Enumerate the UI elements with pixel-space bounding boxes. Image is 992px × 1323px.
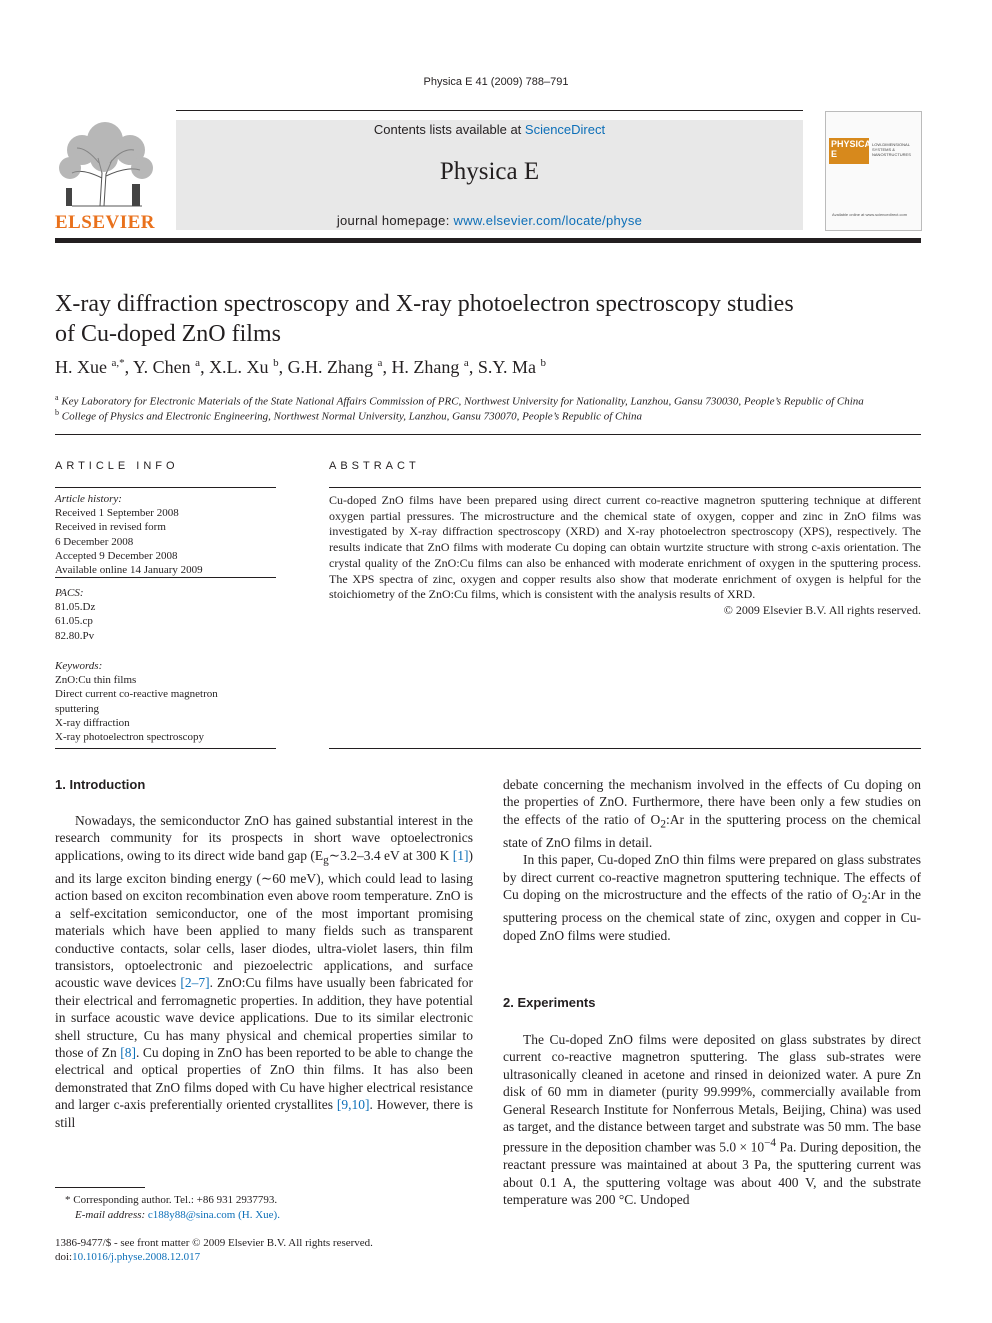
homepage-line [176, 213, 803, 228]
keywords-block [55, 659, 276, 744]
author-name: Y. Chen [132, 357, 191, 377]
article-info-heading: ARTICLE INFO [55, 460, 179, 472]
homepage-prefix: journal homepage: [336, 213, 454, 228]
keywords-label: Keywords: [55, 660, 103, 672]
issn-line: 1386-9477/$ - see front matter © 2009 Elsevier B.V. All rights reserved. [55, 1237, 373, 1249]
elsevier-wordmark: ELSEVIER [54, 212, 156, 233]
abstract-heading: ABSTRACT [329, 460, 420, 472]
journal-name: Physica E [439, 158, 540, 185]
affil-mark: b [55, 408, 59, 417]
elsevier-logo [52, 118, 158, 234]
footnote-rule [55, 1187, 145, 1188]
text-run: ∼3.2–3.4 eV at 300 K [328, 847, 453, 863]
section-1-title: 1. Introduction [55, 777, 146, 792]
author-name: X.L. Xu [209, 357, 269, 377]
elsevier-tree-icon [52, 118, 158, 210]
contents-prefix: Contents lists available at [373, 122, 525, 137]
sciencedirect-link[interactable]: ScienceDirect [524, 122, 606, 137]
affiliation-rule [55, 434, 921, 435]
doi-link[interactable]: 10.1016/j.physe.2008.12.017 [72, 1251, 201, 1263]
author-list: H. Xue $^{a,*}$, Y. Chen $^a$, X.L. Xu $^b$, G.H. Zhang $^a$, H. Zhang $^a$, S.Y. Ma $^b$ [55, 357, 546, 377]
homepage-link[interactable]: www.elsevier.com/locate/physe [453, 213, 643, 228]
author-affil-mark: b [273, 357, 279, 369]
intro-paragraph-2 [503, 851, 921, 944]
experiments-paragraph [503, 1031, 921, 1209]
text-run: . Cu doping in ZnO has been reported to be able to change the electrical and optical properties of ZnO thin films. It has also been demonstrated that ZnO films doped with Cu have higher electrical resistance and larger c-axis preferentially oriented crystallites [55, 1044, 473, 1113]
author-affil-mark: b [540, 357, 546, 369]
text-run: Pa. During deposition, the reactant pressure was maintained at about 3 Pa, the sputtering current was about 0.1 A, the sputtering voltage was about 400 V, and the substrate temperature was 200 °C. Undoped [503, 1139, 921, 1208]
pacs-code: 82.80.Pv [55, 629, 95, 642]
text-run: . ZnO:Cu films have usually been fabricated for their electrical and ferromagnetic properties. In addition, they have potential in surface acoustic wave device applications. Due to its similar electronic shell structure, Cu has many physical and chemical properties similar to those of Zn [55, 975, 474, 1060]
text-run: Nowadays, the semiconductor ZnO has gained substantial interest in the research community for its prospects in short wave optoelectronics applications, owing to its direct wide band gap (E [55, 813, 473, 863]
abstract-copyright: © 2009 Elsevier B.V. All rights reserved. [723, 602, 921, 617]
superscript: −4 [764, 1137, 777, 1150]
right-column-bottom [503, 1031, 921, 1209]
author-affil-mark: a,* [111, 357, 125, 369]
citation-link[interactable]: [2–7] [180, 975, 210, 991]
history-item: 6 December 2008 [55, 535, 134, 548]
left-column [55, 812, 473, 1131]
text-run: The Cu-doped ZnO films were deposited on glass substrates by direct current co-reactive magnetron sputtering. The glass sub-strates were ultrasonically cleaned in acetone and rinsed in deionized water. A pure Zn disk of 60 mm in diameter (purity 99.999%, commercially available from General Research Institute for Nonferrous Metals, Beijing, China) was used as target, and the distance between target and substrate was 50 mm. The base pressure in the deposition chamber was 5.0 × 10 [503, 1032, 921, 1155]
affil-text: College of Physics and Electronic Engineering, Northwest Normal University, Lanzhou, Gansu 730070, People’s Republic of China [61, 410, 642, 423]
author-name: H. Zhang [391, 357, 460, 377]
subscript: 2 [660, 818, 666, 831]
keyword: Direct current co-reactive magnetron [55, 688, 218, 701]
right-column-top [503, 776, 921, 944]
subscript: g [323, 854, 329, 867]
text-run: In this paper, Cu-doped ZnO thin films were prepared on glass substrates by direct current co-reactive magnetron sputtering technique. The effects of Cu doping on the microstructure and the effects of the ratio of O [503, 852, 921, 903]
abstract-body [329, 493, 921, 619]
keyword: X-ray diffraction [55, 716, 130, 729]
article-history [55, 492, 276, 577]
author-name: H. Xue [55, 357, 107, 377]
header-top-rule [176, 110, 803, 111]
abstract-rule [329, 487, 921, 488]
author-name: G.H. Zhang [287, 357, 374, 377]
journal-cover-thumbnail [825, 111, 922, 231]
section-2-title: 2. Experiments [503, 995, 596, 1010]
author-affil-mark: a [195, 357, 201, 369]
affil-text: Key Laboratory for Electronic Materials of the State National Affairs Commission of PRC, Northwest University for Nationality, Lanzhou, Gansu 730030, People’s Republic of China [61, 395, 864, 408]
text-run: debate concerning the mechanism involved in the effects of Cu doping on the properties of ZnO. Furthermore, there have been only a few studies on the effects of the ratio of O [503, 777, 921, 827]
abstract-text: Cu-doped ZnO films have been prepared using direct current co-reactive magnetron sputtering technique at different oxygen partial pressures. The microstructure and the chemical state of oxygen, copper and zinc in ZnO films was investigated by X-ray diffraction spectroscopy (XRD) and X-ray photoelectron spectroscopy (XPS), respectively. The results indicate that ZnO films with moderate Cu doping can obtain wurtzite structure with strong c-axis orientation. The crystal quality of the ZnO:Cu films can also be enhanced with moderate enrichment of oxygen in the sputtering process. The XPS spectra of zinc, oxygen and copper results also show that moderate enrichment of oxygen is helpful for the stoichiometry of the ZnO:Cu films, which is consistent with the analysis results of XRD. [329, 493, 921, 602]
header-thick-rule [55, 238, 921, 243]
pacs-code: 81.05.Dz [55, 601, 96, 614]
affiliation-b [55, 405, 925, 425]
citation-link[interactable]: [8] [120, 1044, 137, 1060]
citation-link[interactable]: [1] [452, 847, 469, 863]
keyword: X-ray photoelectron spectroscopy [55, 731, 205, 744]
journal-banner [176, 120, 803, 230]
subscript: 2 [861, 893, 868, 906]
keyword: ZnO:Cu thin films [55, 674, 137, 687]
pacs-label: PACS: [55, 587, 84, 599]
footnote-email [75, 1208, 475, 1223]
text-run: ) and its large exciton binding energy (∼60 meV), which could lead to lasing action based on exciton recombination even above room temperature. ZnO is a self-excitation semiconductor, one of the most important promising materials which have been applied to many fields such as transparent conductive contacts, solar cells, laser diodes, ultra-violet lasers, thin film transistors, optoelectronic and piezoelectric applications, and surface acoustic wave devices [55, 847, 473, 991]
text-run: :Ar in the sputtering process on the chemical state of ZnO films in detail. [503, 811, 921, 850]
contents-line [176, 122, 803, 137]
pacs-block [55, 586, 276, 643]
cover-note: Available online at www.sciencedirect.com [832, 212, 908, 217]
history-item: Received 1 September 2008 [55, 507, 179, 520]
history-label: Article history: [55, 493, 122, 505]
doi-line [55, 1250, 475, 1265]
title-line-1: X-ray diffraction spectroscopy and X-ray photoelectron spectroscopy studies [55, 291, 794, 317]
history-rule [55, 577, 276, 578]
citation-link[interactable]: [9,10] [336, 1097, 370, 1113]
email-link[interactable]: c188y88@sina.com (H. Xue). [147, 1209, 280, 1221]
cover-title: PHYSICA E [829, 138, 869, 164]
author-name: S.Y. Ma [477, 357, 536, 377]
title-line-2: of Cu-doped ZnO films [55, 321, 281, 347]
journal-reference: Physica E 41 (2009) 788–791 [423, 76, 569, 88]
keyword: sputtering [55, 702, 99, 715]
text-run: :Ar in the sputtering process on the chemical state of zinc, oxygen and copper in Cu-doped ZnO films were studied. [503, 887, 921, 943]
footnote-corresponding: * Corresponding author. Tel.: +86 931 2937793. [65, 1194, 278, 1206]
article-title [55, 289, 935, 349]
text-run: . However, there is still [55, 1097, 473, 1130]
abstract-bottom-rule [329, 748, 921, 749]
history-item: Received in revised form [55, 521, 166, 534]
pacs-code: 61.05.cp [55, 615, 93, 628]
affil-mark: a [55, 393, 59, 402]
info-bottom-rule [55, 748, 276, 749]
history-item: Available online 14 January 2009 [55, 564, 203, 577]
author-affil-mark: a [463, 357, 469, 369]
history-item: Accepted 9 December 2008 [55, 549, 178, 562]
intro-paragraph-cont [503, 776, 921, 851]
info-rule [55, 487, 276, 488]
cover-subtitle: LOW-DIMENSIONAL SYSTEMS & NANOSTRUCTURES [872, 142, 911, 157]
intro-paragraph [55, 812, 473, 1131]
email-label: E-mail address: [75, 1209, 148, 1221]
doi-label: doi: [55, 1251, 73, 1263]
author-affil-mark: a [377, 357, 383, 369]
